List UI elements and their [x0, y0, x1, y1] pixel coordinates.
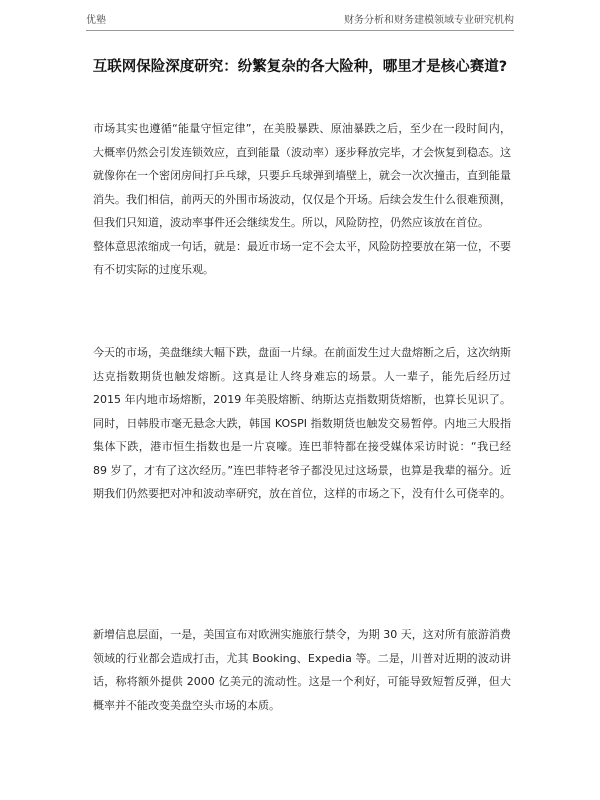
article-title: 互联网保险深度研究：纷繁复杂的各大险种，哪里才是核心赛道? [92, 59, 508, 75]
page-header [86, 14, 514, 31]
header-tagline: 财务分析和财务建模领域专业研究机构 [344, 15, 514, 26]
section-1 [93, 117, 511, 282]
paragraph: 今天的市场，美盘继续大幅下跌，盘面一片绿。在前面发生过大盘熔断之后，这次纳斯达克指数期货也触发熔断。这真是让人终身难忘的场景。人一辈子，能先后经历过 2015 年内地市场熔断，2019 年美股熔断、纳斯达克指数期货熔断，也算长见识了。同时，日韩股市毫无悬念大跌，韩国 KOSPI 指数期货也触发交易暂停。内地三大股指集体下跌，港市恒生指数也是一片哀嚎。连巴菲特都在接受媒体采访时说：“我已经 89 岁了，才有了这次经历。”连巴菲特老爷子都没见过这场景，也算是我辈的福分。近期我们仍然要把对冲和波动率研究，放在首位，这样的市场之下，没有什么可侥幸的。 [93, 346, 511, 500]
section-3 [93, 623, 511, 717]
paragraph: 新增信息层面，一是，美国宣布对欧洲实施旅行禁令，为期 30 天，这对所有旅游消费领域的行业都会造成打击，尤其 Booking、Expedia 等。二是，川普对近期的波动讲话，称将额外提供 2000 亿美元的流动性。这是一个利好，可能导致短暂反弹，但大概率并不能改变美盘空头市场的本质。 [93, 628, 511, 712]
paragraph: 整体意思浓缩成一句话，就是：最近市场一定不会太平，风险防控要放在第一位，不要有不切实际的过度乐观。 [93, 239, 511, 276]
paragraph: 市场其实也遵循“能量守恒定律”，在美股暴跌、原油暴跌之后，至少在一段时间内，大概率仍然会引发连锁效应，直到能量（波动率）逐步释放完毕，才会恢复到稳态。这就像你在一个密闭房间打乒乓球，只要乒乓球弹到墙壁上，就会一次次撞击，直到能量消失。我们相信，前两天的外围市场波动，仅仅是个开场。后续会发生什么很难预测，但我们只知道，波动率事件还会继续发生。所以，风险防控，仍然应该放在首位。 [93, 122, 511, 229]
section-2 [93, 341, 511, 506]
header-brand: 优塾 [86, 15, 106, 26]
